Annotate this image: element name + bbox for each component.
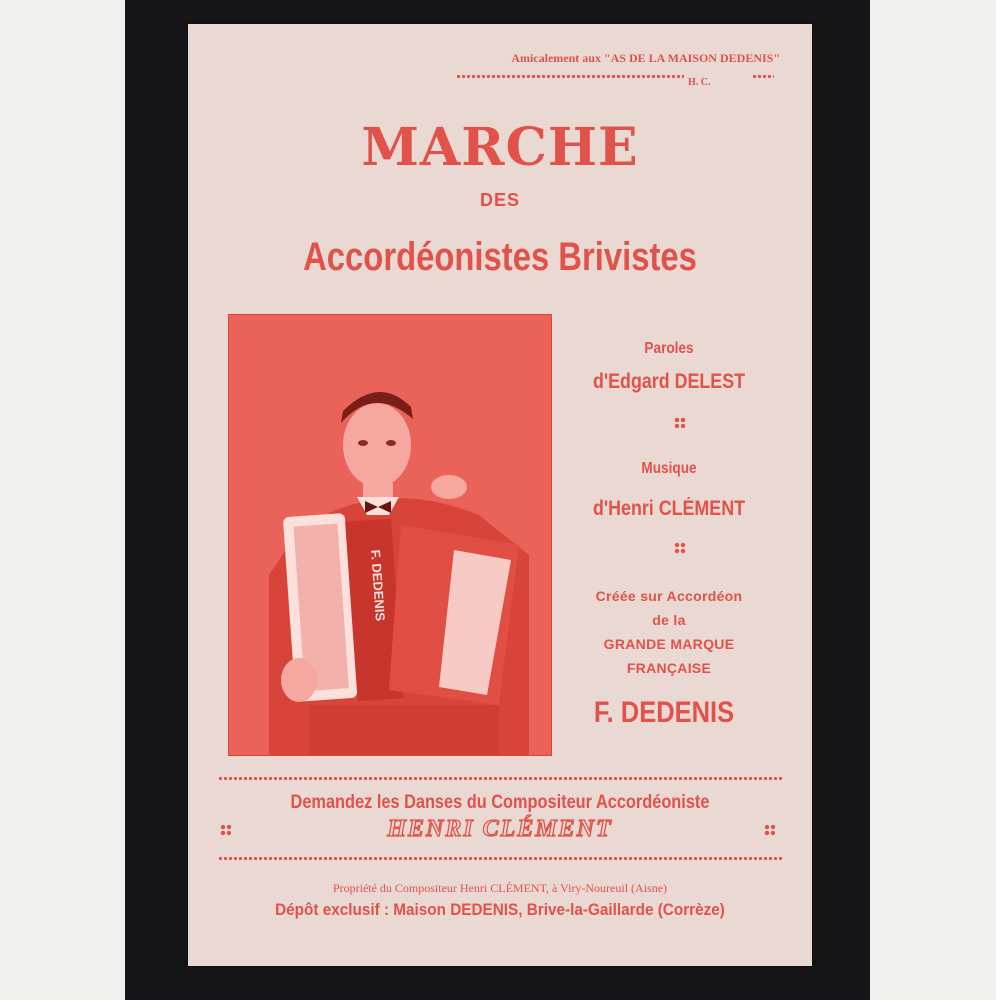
demandez-line: Demandez les Danses du Compositeur Accordéoniste (290, 792, 710, 813)
dotted-rule-top (218, 776, 782, 781)
accordion-lettering: F. DEDENIS (368, 549, 388, 622)
ornament-square (674, 542, 686, 554)
creee-line-4: FRANÇAISE (626, 660, 712, 676)
title-accordeonistes: Accordéonistes Brivistes (303, 235, 697, 279)
sheet-music-cover (188, 24, 812, 966)
propriete-line: Propriété du Compositeur Henri CLÉMENT, à Viry-Noureuil (Aisne) (332, 881, 668, 895)
ornament-square (674, 417, 686, 429)
dotted-rule-right (752, 74, 774, 79)
musique-name: d'Henri CLÉMENT (592, 497, 745, 520)
depot-line: Dépôt exclusif : Maison DEDENIS, Brive-la-Gaillarde (Corrèze) (275, 900, 725, 919)
paroles-name: d'Edgard DELEST (592, 370, 746, 393)
accordionist-illustration (229, 315, 551, 755)
dotted-rule-left (456, 74, 684, 79)
brand-dedenis: F. DEDENIS (593, 696, 735, 729)
title-marche: MARCHE (361, 117, 639, 178)
title-des: DES (479, 190, 520, 210)
dedication-line: Amicalement aux "AS DE LA MAISON DEDENIS" (511, 51, 780, 65)
composer-name: HENRI CLÉMENT (387, 816, 613, 842)
creee-line-3: GRANDE MARQUE (603, 636, 735, 652)
creee-line-1: Créée sur Accordéon (595, 588, 743, 604)
dedication-initials: H. C. (688, 77, 711, 88)
paroles-label: Paroles (644, 340, 694, 357)
creee-line-2: de la (652, 612, 686, 628)
ornament-square-right (764, 824, 776, 836)
accordionist-photo (228, 314, 552, 756)
musique-label: Musique (641, 460, 697, 477)
dotted-rule-bottom (218, 856, 782, 861)
